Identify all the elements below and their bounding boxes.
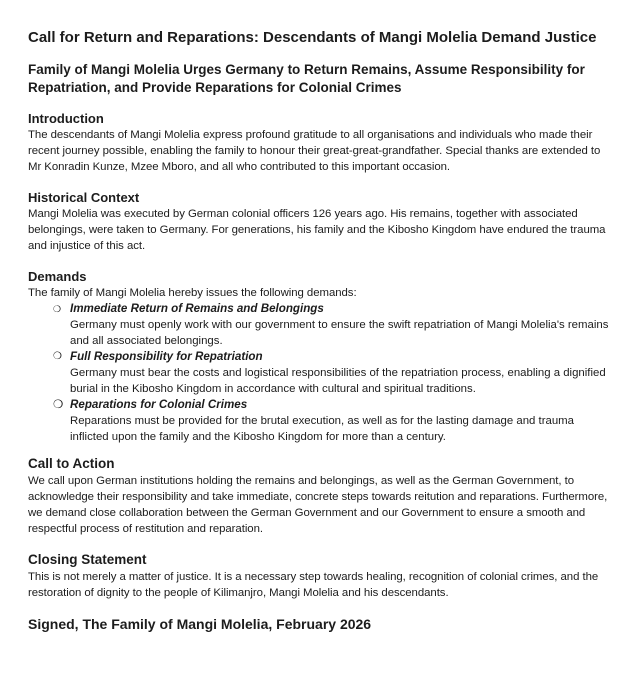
section-historical-context xyxy=(28,189,612,254)
hollow-circle-bullet-icon: ❍ xyxy=(53,304,62,314)
demand-title: Full Responsibility for Repatriation xyxy=(70,350,263,363)
document-subtitle: Family of Mangi Molelia Urges Germany to Return Remains, Assume Responsibility for Repatriation, and Provide Reparations for Colonial Crimes xyxy=(28,62,585,95)
document-title: Call for Return and Reparations: Descendants of Mangi Molelia Demand Justice xyxy=(28,29,597,46)
demand-title: Immediate Return of Remains and Belongings xyxy=(70,302,324,315)
call-to-action-heading: Call to Action xyxy=(28,456,115,471)
demand-text: Germany must bear the costs and logistical responsibilities of the repatriation process, enabling a dignified burial in the Kibosho Kingdom in accordance with cultural and spiritual traditions. xyxy=(70,367,606,395)
demand-item xyxy=(53,301,612,349)
call-to-action-text: We call upon German institutions holding the remains and belongings, as well as the German Government, to acknowledge their responsibility and take immediate, concrete steps towards reitution and reparations. Furthermore, we demand close collaboration between the German Government and our Government to ensure a smooth and respectful process of restitution and reparation. xyxy=(28,475,608,535)
demands-intro: The family of Mangi Molelia hereby issues the following demands: xyxy=(28,287,357,299)
hollow-circle-bullet-icon: ❍ xyxy=(53,351,62,362)
demands-list xyxy=(28,301,612,445)
closing-statement-heading: Closing Statement xyxy=(28,552,147,567)
introduction-heading: Introduction xyxy=(28,111,104,126)
introduction-text: The descendants of Mangi Molelia express profound gratitude to all organisations and individuals who made their recent journey possible, enabling the family to honour their great-great-grandfather. Special thanks are extended to Mr Konradin Kunze, Mzee Mboro, and all who contributed to this important occasion. xyxy=(28,129,601,173)
demand-text: Reparations must be provided for the brutal execution, as well as for the lasting damage and trauma inflicted upon the family and the Kibosho Kingdom for more than a century. xyxy=(70,415,575,443)
section-introduction xyxy=(28,110,612,175)
demand-item xyxy=(53,397,612,445)
historical-context-heading: Historical Context xyxy=(28,190,140,205)
hollow-circle-bullet-icon: ❍ xyxy=(53,399,64,411)
closing-statement-text: This is not merely a matter of justice. It is a necessary step towards healing, recognition of colonial crimes, and the restoration of dignity to the people of Kilimanjro, Mangi Molelia and his descendants. xyxy=(28,571,599,599)
section-call-to-action xyxy=(28,455,612,537)
signature: Signed, The Family of Mangi Molelia, February 2026 xyxy=(28,616,372,632)
demand-item xyxy=(53,349,612,397)
section-closing-statement xyxy=(28,551,612,601)
section-demands xyxy=(28,268,612,445)
demands-heading: Demands xyxy=(28,269,87,284)
historical-context-text: Mangi Molelia was executed by German colonial officers 126 years ago. His remains, together with associated belongings, were taken to Germany. For generations, his family and the Kibosho Kingdom have endured the trauma and injustice of this act. xyxy=(28,208,606,252)
demand-title: Reparations for Colonial Crimes xyxy=(70,398,248,411)
demand-text: Germany must openly work with our government to ensure the swift repatriation of Mangi Molelia's remains and all associated belongings. xyxy=(70,319,609,347)
